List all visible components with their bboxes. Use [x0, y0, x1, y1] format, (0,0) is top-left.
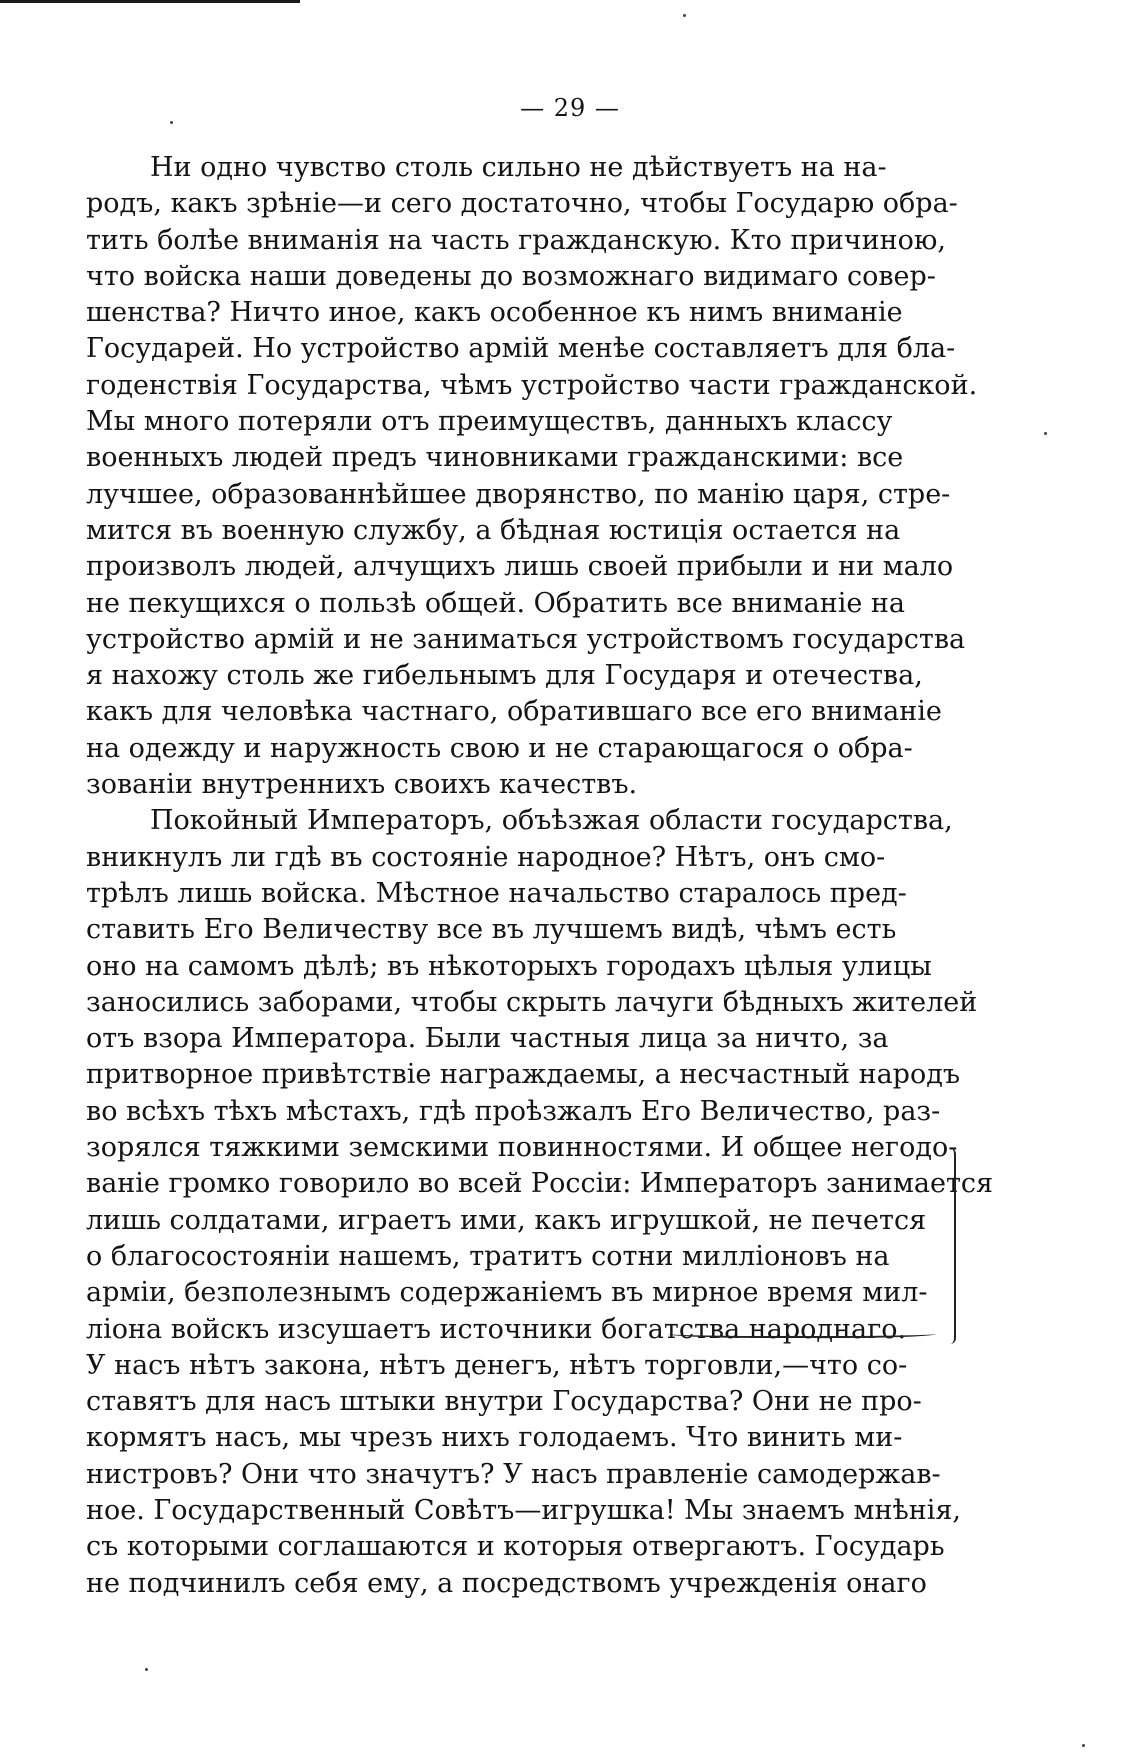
text-line: устройство армій и не заниматься устройствомъ государства	[86, 623, 966, 655]
scan-speck	[683, 14, 686, 17]
text-line: притворное привѣтствіе награждаемы, а несчастный народъ	[86, 1059, 961, 1091]
text-line: заносились заборами, чтобы скрыть лачуги бѣдныхъ жителей	[86, 986, 978, 1018]
scan-speck	[1082, 1744, 1085, 1747]
text-line: Покойный Императоръ, объѣзжая области государства,	[150, 805, 953, 837]
text-line: Ни одно чувство столь сильно не дѣйствуетъ на на-	[150, 152, 887, 183]
text-line: ліона войскъ изсушаетъ источники богатства народнаго.	[86, 1313, 907, 1345]
text-line: лучшее, образованнѣйшее дворянство, по манію царя, стре-	[86, 478, 951, 510]
text-line: ставить Его Величеству все въ лучшемъ видѣ, чѣмъ есть	[86, 914, 897, 946]
body-text	[86, 150, 994, 1602]
text-line: тить болѣе вниманія на часть гражданскую. Кто причиною,	[86, 224, 946, 256]
text-line: съ которыми соглашаются и которыя отвергаютъ. Государь	[86, 1531, 945, 1563]
handwritten-underline	[668, 1328, 936, 1338]
text-line: зорялся тяжкими земскими повинностями. И общее негодо-	[86, 1132, 958, 1164]
text-line: ваніе громко говорило во всей Россіи: Императоръ занимается	[86, 1168, 994, 1200]
text-line: что войска наши доведены до возможнаго видимаго совер-	[86, 260, 936, 292]
text-line: какъ для человѣка частнаго, обратившаго все его вниманіе	[86, 696, 942, 728]
text-line: не пекущихся о пользѣ общей. Обратить все вниманіе на	[86, 587, 906, 619]
page-number: — 29 —	[520, 94, 620, 122]
text-line: Мы много потеряли отъ преимуществъ, данныхъ классу	[86, 406, 893, 438]
text-line: я нахожу столь же гибельнымъ для Государя и отечества,	[86, 660, 923, 692]
text-line: отъ взора Императора. Были частныя лица за ничто, за	[86, 1023, 889, 1055]
text-line: Государей. Но устройство армій менѣе составляетъ для бла-	[86, 333, 956, 365]
text-line: годенствія Государства, чѣмъ устройство части гражданской.	[86, 369, 978, 401]
margin-bracket-mark	[946, 1148, 956, 1344]
text-line: военныхъ людей предъ чиновниками гражданскими: все	[86, 442, 904, 474]
text-line: арміи, безполезнымъ содержаніемъ въ мирное время мил-	[86, 1277, 928, 1309]
text-line: ставятъ для насъ штыки внутри Государства? Они не про-	[86, 1386, 922, 1418]
scan-speck	[170, 121, 173, 124]
text-line: оно на самомъ дѣлѣ; въ нѣкоторыхъ городахъ цѣлыя улицы	[86, 950, 932, 982]
text-line: нистровъ? Они что значутъ? У насъ правленіе самодержав-	[86, 1458, 941, 1490]
text-line: мится въ военную службу, а бѣдная юстиція остается на	[86, 514, 901, 546]
text-line: вникнулъ ли гдѣ въ состояніе народное? Нѣтъ, онъ смо-	[86, 841, 886, 873]
text-line: ное. Государственный Совѣтъ—игрушка! Мы знаемъ мнѣнія,	[86, 1494, 961, 1526]
scan-speck	[1044, 432, 1047, 435]
text-line: У насъ нѣтъ закона, нѣтъ денегъ, нѣтъ торговли,—что со-	[86, 1349, 908, 1381]
text-line: зованіи внутреннихъ своихъ качествъ.	[86, 769, 638, 801]
text-line: кормятъ насъ, мы чрезъ нихъ голодаемъ. Что винить ми-	[86, 1422, 903, 1454]
text-line: родъ, какъ зрѣніе—и сего достаточно, чтобы Государю обра-	[86, 188, 958, 220]
text-line: на одежду и наружность свою и не старающагося о обра-	[86, 732, 913, 764]
text-line: не подчинилъ себя ему, а посредствомъ учрежденія онаго	[86, 1567, 927, 1599]
text-line: о благосостояніи нашемъ, тратитъ сотни милліоновъ на	[86, 1240, 890, 1272]
text-line: лишь солдатами, играетъ ими, какъ игрушкой, не печется	[86, 1204, 927, 1236]
text-line: шенства? Ничто иное, какъ особенное къ нимъ вниманіе	[86, 297, 903, 329]
text-line: произволъ людей, алчущихъ лишь своей прибыли и ни мало	[86, 551, 954, 583]
scan-edge-line	[0, 0, 300, 3]
text-line: во всѣхъ тѣхъ мѣстахъ, гдѣ проѣзжалъ Его Величество, раз-	[86, 1095, 941, 1127]
scan-speck	[145, 1668, 148, 1671]
text-line: трѣлъ лишь войска. Мѣстное начальство старалось пред-	[86, 877, 907, 909]
